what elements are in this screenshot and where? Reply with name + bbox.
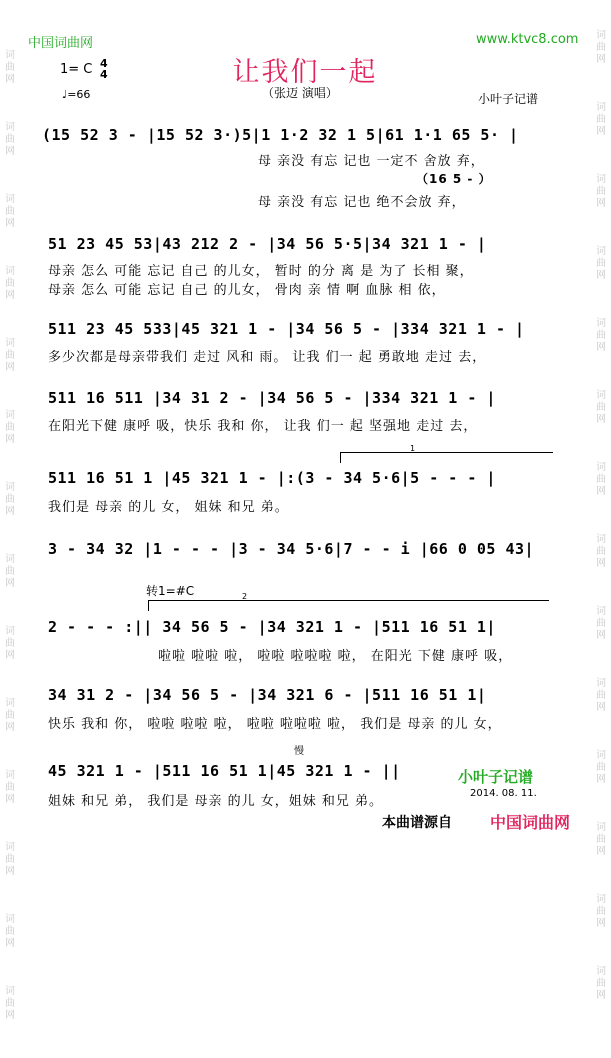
watermark-text: 词 曲 网	[596, 678, 606, 713]
singer-credit: （张迈 演唱）	[262, 86, 338, 100]
volta-number-2: 2	[242, 592, 248, 601]
transcription-date: 2014. 08. 11.	[470, 788, 537, 799]
watermark-text: 词 曲 网	[596, 534, 606, 569]
volta-bracket-2	[148, 600, 549, 611]
melody-line: (15 52 3 - |15 52 3·)5|1 1·2 32 1 5|61 1·1 65 5· |	[42, 126, 519, 144]
melody-line: 51 23 45 53|43 212 2 - |34 56 5·5|34 321 1 - |	[48, 235, 487, 253]
lyric-line: 姐妹 和兄 弟， 我们是 母亲 的儿 女，姐妹 和兄 弟。	[48, 794, 384, 809]
melody-line: 45 321 1 - |511 16 51 1|45 321 1 - ||	[48, 762, 401, 780]
transcriber-credit: 小叶子记谱	[478, 92, 539, 106]
lyric-line: 母亲 怎么 可能 忘记 自己 的儿女， 骨肉 亲 情 啊 血脉 相 依，	[48, 283, 446, 298]
lyric-line: （16 5 - ）	[416, 172, 492, 186]
key-signature: 1= C	[60, 62, 93, 77]
watermark-text: 词 曲 网	[5, 122, 15, 157]
song-title: 让我们一起	[232, 57, 378, 88]
lyric-line: 在阳光下健 康呼 吸，快乐 我和 你， 让我 们一 起 坚强地 走过 去，	[48, 419, 478, 434]
watermark-text: 词 曲 网	[5, 410, 15, 445]
signature-stamp: 小叶子记谱	[458, 768, 534, 786]
watermark-text: 词 曲 网	[596, 462, 606, 497]
watermark-text: 词 曲 网	[596, 318, 606, 353]
modulation-marking: 转1=#C	[146, 584, 195, 598]
melody-line: 3 - 34 32 |1 - - - |3 - 34 5·6|7 - - i |66 0 05 43|	[48, 540, 535, 558]
source-site-link[interactable]: 中国词曲网	[490, 813, 571, 832]
tempo-marking: ♩=66	[62, 88, 91, 101]
watermark-text: 词 曲 网	[596, 390, 606, 425]
watermark-text: 词 曲 网	[5, 266, 15, 301]
melody-line: 2 - - - :|| 34 56 5 - |34 321 1 - |511 16 51 1|	[48, 618, 496, 636]
watermark-text: 词 曲 网	[5, 50, 15, 85]
time-signature: 4 4	[100, 57, 108, 81]
watermark-text: 词 曲 网	[5, 914, 15, 949]
watermark-text: 词 曲 网	[596, 174, 606, 209]
watermark-text: 词 曲 网	[5, 770, 15, 805]
watermark-text: 词 曲 网	[5, 338, 15, 373]
watermark-text: 词 曲 网	[5, 986, 15, 1021]
watermark-text: 词 曲 网	[596, 30, 606, 65]
lyric-line: 啦啦 啦啦 啦， 啦啦 啦啦啦 啦， 在阳光 下健 康呼 吸，	[158, 649, 513, 664]
melody-line: 511 23 45 533|45 321 1 - |34 56 5 - |334 321 1 - |	[48, 320, 525, 338]
watermark-text: 词 曲 网	[5, 626, 15, 661]
watermark-text: 词 曲 网	[596, 606, 606, 641]
site-link-right[interactable]: www.ktvc8.com	[476, 32, 579, 47]
watermark-text: 词 曲 网	[596, 894, 606, 929]
watermark-text: 词 曲 网	[596, 750, 606, 785]
watermark-left	[3, 50, 17, 1058]
melody-line: 34 31 2 - |34 56 5 - |34 321 6 - |511 16 51 1|	[48, 686, 487, 704]
melody-line: 511 16 511 |34 31 2 - |34 56 5 - |334 321 1 - |	[48, 389, 496, 407]
watermark-right	[594, 30, 608, 1038]
watermark-text: 词 曲 网	[596, 102, 606, 137]
watermark-text: 词 曲 网	[596, 822, 606, 857]
lyric-line: 快乐 我和 你， 啦啦 啦啦 啦， 啦啦 啦啦啦 啦， 我们是 母亲 的儿 女，	[48, 717, 502, 732]
tempo-rit-mark: 慢	[294, 746, 304, 757]
watermark-text: 词 曲 网	[5, 554, 15, 589]
volta-number-1: 1	[410, 444, 416, 453]
watermark-text: 词 曲 网	[5, 194, 15, 229]
source-label: 本曲谱源自	[382, 815, 452, 831]
lyric-line: 母 亲没 有忘 记也 绝不会放 弃，	[258, 195, 466, 210]
watermark-text: 词 曲 网	[596, 966, 606, 1001]
lyric-line: 母亲 怎么 可能 忘记 自己 的儿女， 暂时 的分 离 是 为了 长相 聚，	[48, 264, 474, 279]
watermark-text: 词 曲 网	[5, 842, 15, 877]
watermark-text: 词 曲 网	[5, 698, 15, 733]
watermark-text: 词 曲 网	[5, 482, 15, 517]
site-link-left[interactable]: 中国词曲网	[28, 36, 94, 51]
melody-line: 511 16 51 1 |45 321 1 - |:(3 - 34 5·6|5 - - - |	[48, 469, 496, 487]
watermark-text: 词 曲 网	[596, 246, 606, 281]
lyric-line: 多少次都是母亲带我们 走过 风和 雨。 让我 们一 起 勇敢地 走过 去，	[48, 350, 487, 365]
volta-bracket-1	[340, 452, 553, 463]
lyric-line: 我们是 母亲 的儿 女， 姐妹 和兄 弟。	[48, 500, 289, 515]
lyric-line: 母 亲没 有忘 记也 一定不 舍放 弃，	[258, 154, 485, 169]
